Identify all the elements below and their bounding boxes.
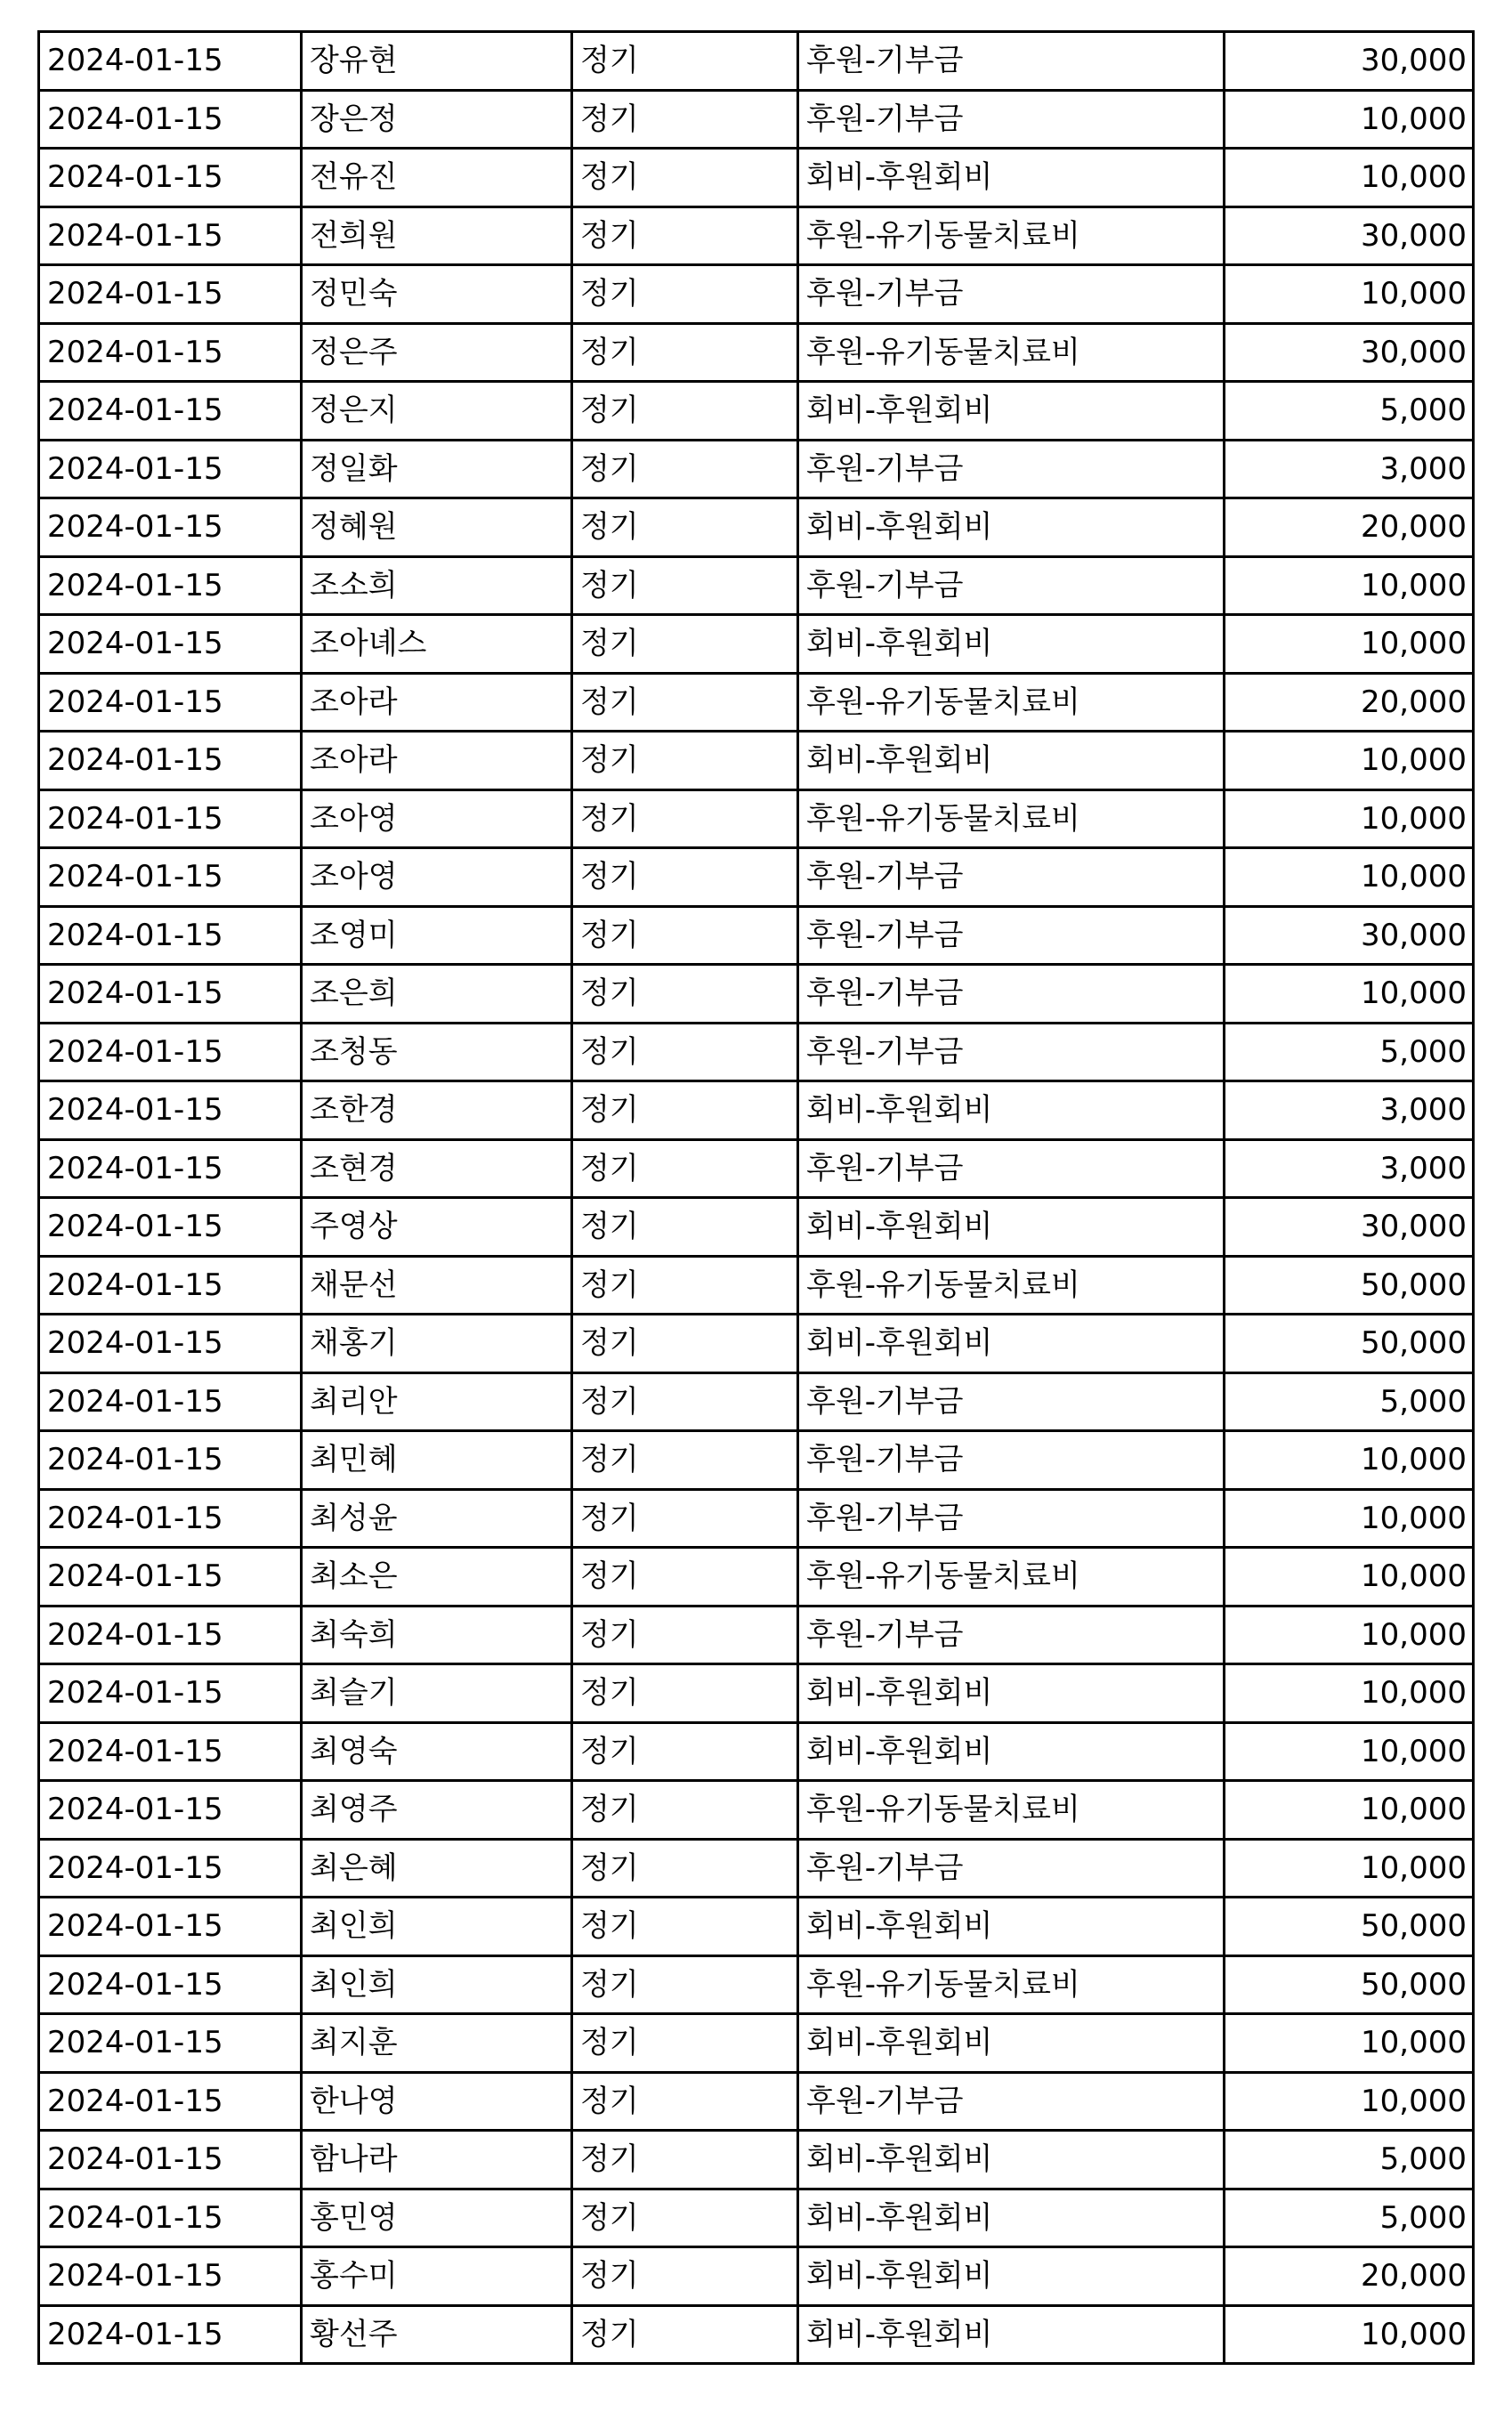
table-row <box>39 673 1474 732</box>
donation-type-cell: 정기 <box>572 732 798 790</box>
amount-cell: 10,000 <box>1225 1781 1474 1840</box>
category-cell: 후원-기부금 <box>798 1023 1225 1081</box>
donation-type-cell: 정기 <box>572 1081 798 1140</box>
date-cell: 2024-01-15 <box>39 1489 302 1548</box>
category-cell: 후원-유기동물치료비 <box>798 673 1225 732</box>
donation-type-cell: 정기 <box>572 1606 798 1664</box>
amount-cell: 5,000 <box>1225 382 1474 441</box>
category-cell: 후원-기부금 <box>798 1431 1225 1490</box>
amount-cell: 20,000 <box>1225 2247 1474 2306</box>
category-cell: 후원-유기동물치료비 <box>798 1955 1225 2014</box>
donor-name-cell: 최민혜 <box>302 1431 572 1490</box>
donor-name-cell: 최인희 <box>302 1898 572 1956</box>
date-cell: 2024-01-15 <box>39 1023 302 1081</box>
donor-name-cell: 조은희 <box>302 965 572 1024</box>
category-cell: 후원-기부금 <box>798 848 1225 907</box>
donation-type-cell: 정기 <box>572 1256 798 1315</box>
amount-cell: 10,000 <box>1225 615 1474 674</box>
donor-name-cell: 최영숙 <box>302 1722 572 1781</box>
amount-cell: 10,000 <box>1225 149 1474 207</box>
category-cell: 회비-후원회비 <box>798 2247 1225 2306</box>
donation-type-cell: 정기 <box>572 265 798 324</box>
date-cell: 2024-01-15 <box>39 965 302 1024</box>
date-cell: 2024-01-15 <box>39 848 302 907</box>
amount-cell: 10,000 <box>1225 732 1474 790</box>
category-cell: 후원-유기동물치료비 <box>798 323 1225 382</box>
donor-name-cell: 조청동 <box>302 1023 572 1081</box>
category-cell: 회비-후원회비 <box>798 1898 1225 1956</box>
category-cell: 후원-유기동물치료비 <box>798 789 1225 848</box>
amount-cell: 10,000 <box>1225 1664 1474 1723</box>
donor-name-cell: 전희원 <box>302 206 572 265</box>
date-cell: 2024-01-15 <box>39 556 302 615</box>
donation-type-cell: 정기 <box>572 2189 798 2247</box>
category-cell: 후원-유기동물치료비 <box>798 1256 1225 1315</box>
date-cell: 2024-01-15 <box>39 440 302 498</box>
donation-type-cell: 정기 <box>572 965 798 1024</box>
amount-cell: 50,000 <box>1225 1256 1474 1315</box>
table-row <box>39 32 1474 91</box>
date-cell: 2024-01-15 <box>39 1139 302 1198</box>
amount-cell: 50,000 <box>1225 1315 1474 1373</box>
donor-name-cell: 최은혜 <box>302 1839 572 1898</box>
amount-cell: 10,000 <box>1225 848 1474 907</box>
amount-cell: 20,000 <box>1225 673 1474 732</box>
category-cell: 후원-기부금 <box>798 1489 1225 1548</box>
table-row <box>39 1198 1474 1257</box>
date-cell: 2024-01-15 <box>39 789 302 848</box>
category-cell: 후원-기부금 <box>798 2072 1225 2131</box>
date-cell: 2024-01-15 <box>39 1198 302 1257</box>
donor-name-cell: 정일화 <box>302 440 572 498</box>
category-cell: 후원-기부금 <box>798 32 1225 91</box>
donation-type-cell: 정기 <box>572 1023 798 1081</box>
amount-cell: 50,000 <box>1225 1898 1474 1956</box>
category-cell: 회비-후원회비 <box>798 498 1225 557</box>
category-cell: 후원-기부금 <box>798 556 1225 615</box>
date-cell: 2024-01-15 <box>39 1955 302 2014</box>
table-row <box>39 1955 1474 2014</box>
donation-type-cell: 정기 <box>572 149 798 207</box>
category-cell: 후원-기부금 <box>798 265 1225 324</box>
donor-name-cell: 최소은 <box>302 1548 572 1607</box>
donation-type-cell: 정기 <box>572 848 798 907</box>
table-row <box>39 2072 1474 2131</box>
date-cell: 2024-01-15 <box>39 2247 302 2306</box>
donation-type-cell: 정기 <box>572 440 798 498</box>
table-row <box>39 848 1474 907</box>
donation-type-cell: 정기 <box>572 673 798 732</box>
amount-cell: 30,000 <box>1225 323 1474 382</box>
donor-name-cell: 채문선 <box>302 1256 572 1315</box>
category-cell: 회비-후원회비 <box>798 2189 1225 2247</box>
category-cell: 회비-후원회비 <box>798 1198 1225 1257</box>
amount-cell: 10,000 <box>1225 556 1474 615</box>
donation-type-cell: 정기 <box>572 32 798 91</box>
donation-type-cell: 정기 <box>572 1839 798 1898</box>
table-row <box>39 323 1474 382</box>
donation-type-cell: 정기 <box>572 2014 798 2073</box>
donor-name-cell: 최지훈 <box>302 2014 572 2073</box>
donor-name-cell: 최인희 <box>302 1955 572 2014</box>
table-row <box>39 789 1474 848</box>
donation-type-cell: 정기 <box>572 2072 798 2131</box>
table-row <box>39 2247 1474 2306</box>
amount-cell: 5,000 <box>1225 2131 1474 2189</box>
category-cell: 후원-기부금 <box>798 1606 1225 1664</box>
amount-cell: 10,000 <box>1225 90 1474 149</box>
table-row <box>39 1081 1474 1140</box>
table-row <box>39 382 1474 441</box>
date-cell: 2024-01-15 <box>39 1548 302 1607</box>
table-row <box>39 2014 1474 2073</box>
donation-type-cell: 정기 <box>572 906 798 965</box>
donor-name-cell: 채홍기 <box>302 1315 572 1373</box>
category-cell: 후원-기부금 <box>798 90 1225 149</box>
table-row <box>39 1548 1474 1607</box>
donation-type-cell: 정기 <box>572 1489 798 1548</box>
donor-name-cell: 함나라 <box>302 2131 572 2189</box>
date-cell: 2024-01-15 <box>39 206 302 265</box>
donor-name-cell: 정민숙 <box>302 265 572 324</box>
table-row <box>39 732 1474 790</box>
donation-type-cell: 정기 <box>572 556 798 615</box>
category-cell: 회비-후원회비 <box>798 1081 1225 1140</box>
category-cell: 회비-후원회비 <box>798 615 1225 674</box>
amount-cell: 30,000 <box>1225 206 1474 265</box>
category-cell: 회비-후원회비 <box>798 149 1225 207</box>
date-cell: 2024-01-15 <box>39 90 302 149</box>
amount-cell: 20,000 <box>1225 498 1474 557</box>
amount-cell: 10,000 <box>1225 2014 1474 2073</box>
date-cell: 2024-01-15 <box>39 2072 302 2131</box>
amount-cell: 3,000 <box>1225 1139 1474 1198</box>
donor-name-cell: 조현경 <box>302 1139 572 1198</box>
date-cell: 2024-01-15 <box>39 1898 302 1956</box>
donation-type-cell: 정기 <box>572 323 798 382</box>
donation-type-cell: 정기 <box>572 1139 798 1198</box>
amount-cell: 30,000 <box>1225 1198 1474 1257</box>
donor-name-cell: 최영주 <box>302 1781 572 1840</box>
donation-type-cell: 정기 <box>572 206 798 265</box>
category-cell: 후원-기부금 <box>798 440 1225 498</box>
donation-type-cell: 정기 <box>572 789 798 848</box>
category-cell: 회비-후원회비 <box>798 1722 1225 1781</box>
donation-type-cell: 정기 <box>572 1781 798 1840</box>
table-row <box>39 615 1474 674</box>
donation-type-cell: 정기 <box>572 382 798 441</box>
table-row <box>39 206 1474 265</box>
category-cell: 후원-기부금 <box>798 1372 1225 1431</box>
category-cell: 후원-기부금 <box>798 1839 1225 1898</box>
donation-type-cell: 정기 <box>572 1372 798 1431</box>
date-cell: 2024-01-15 <box>39 2131 302 2189</box>
table-row <box>39 1489 1474 1548</box>
date-cell: 2024-01-15 <box>39 2014 302 2073</box>
date-cell: 2024-01-15 <box>39 2305 302 2364</box>
category-cell: 후원-기부금 <box>798 906 1225 965</box>
table-row <box>39 906 1474 965</box>
donor-name-cell: 조아라 <box>302 673 572 732</box>
amount-cell: 30,000 <box>1225 906 1474 965</box>
amount-cell: 30,000 <box>1225 32 1474 91</box>
donor-name-cell: 조한경 <box>302 1081 572 1140</box>
category-cell: 회비-후원회비 <box>798 2014 1225 2073</box>
category-cell: 회비-후원회비 <box>798 1664 1225 1723</box>
amount-cell: 10,000 <box>1225 265 1474 324</box>
amount-cell: 50,000 <box>1225 1955 1474 2014</box>
donor-name-cell: 최슬기 <box>302 1664 572 1723</box>
donation-type-cell: 정기 <box>572 2247 798 2306</box>
donation-type-cell: 정기 <box>572 2131 798 2189</box>
date-cell: 2024-01-15 <box>39 1722 302 1781</box>
date-cell: 2024-01-15 <box>39 1081 302 1140</box>
donation-type-cell: 정기 <box>572 1548 798 1607</box>
date-cell: 2024-01-15 <box>39 906 302 965</box>
table-row <box>39 1372 1474 1431</box>
table-row <box>39 2189 1474 2247</box>
category-cell: 회비-후원회비 <box>798 2305 1225 2364</box>
date-cell: 2024-01-15 <box>39 1839 302 1898</box>
table-row <box>39 2131 1474 2189</box>
category-cell: 회비-후원회비 <box>798 1315 1225 1373</box>
donor-name-cell: 조아라 <box>302 732 572 790</box>
amount-cell: 5,000 <box>1225 2189 1474 2247</box>
date-cell: 2024-01-15 <box>39 1372 302 1431</box>
table-row <box>39 1781 1474 1840</box>
donor-name-cell: 전유진 <box>302 149 572 207</box>
amount-cell: 3,000 <box>1225 440 1474 498</box>
amount-cell: 10,000 <box>1225 1722 1474 1781</box>
date-cell: 2024-01-15 <box>39 149 302 207</box>
donation-type-cell: 정기 <box>572 2305 798 2364</box>
table-row <box>39 1664 1474 1723</box>
category-cell: 회비-후원회비 <box>798 382 1225 441</box>
donor-name-cell: 조아녜스 <box>302 615 572 674</box>
donor-name-cell: 주영상 <box>302 1198 572 1257</box>
amount-cell: 10,000 <box>1225 2305 1474 2364</box>
donor-name-cell: 최성윤 <box>302 1489 572 1548</box>
donation-type-cell: 정기 <box>572 1198 798 1257</box>
amount-cell: 3,000 <box>1225 1081 1474 1140</box>
date-cell: 2024-01-15 <box>39 673 302 732</box>
category-cell: 회비-후원회비 <box>798 2131 1225 2189</box>
amount-cell: 10,000 <box>1225 1431 1474 1490</box>
donor-name-cell: 조영미 <box>302 906 572 965</box>
category-cell: 회비-후원회비 <box>798 732 1225 790</box>
date-cell: 2024-01-15 <box>39 1315 302 1373</box>
donor-name-cell: 장유현 <box>302 32 572 91</box>
table-row <box>39 1722 1474 1781</box>
donor-name-cell: 조소희 <box>302 556 572 615</box>
table-row <box>39 556 1474 615</box>
amount-cell: 5,000 <box>1225 1372 1474 1431</box>
date-cell: 2024-01-15 <box>39 265 302 324</box>
donor-name-cell: 황선주 <box>302 2305 572 2364</box>
table-row <box>39 1023 1474 1081</box>
table-row <box>39 440 1474 498</box>
date-cell: 2024-01-15 <box>39 1664 302 1723</box>
amount-cell: 5,000 <box>1225 1023 1474 1081</box>
category-cell: 후원-기부금 <box>798 965 1225 1024</box>
amount-cell: 10,000 <box>1225 1489 1474 1548</box>
amount-cell: 10,000 <box>1225 1606 1474 1664</box>
table-row <box>39 1606 1474 1664</box>
ledger-body <box>39 32 1474 2364</box>
table-row <box>39 1139 1474 1198</box>
category-cell: 후원-기부금 <box>798 1139 1225 1198</box>
donor-name-cell: 정은지 <box>302 382 572 441</box>
donation-type-cell: 정기 <box>572 1315 798 1373</box>
donor-name-cell: 한나영 <box>302 2072 572 2131</box>
table-row <box>39 498 1474 557</box>
donation-type-cell: 정기 <box>572 615 798 674</box>
table-row <box>39 965 1474 1024</box>
date-cell: 2024-01-15 <box>39 498 302 557</box>
amount-cell: 10,000 <box>1225 2072 1474 2131</box>
date-cell: 2024-01-15 <box>39 32 302 91</box>
donation-type-cell: 정기 <box>572 1722 798 1781</box>
donation-type-cell: 정기 <box>572 498 798 557</box>
donor-name-cell: 조아영 <box>302 789 572 848</box>
donor-name-cell: 정혜원 <box>302 498 572 557</box>
date-cell: 2024-01-15 <box>39 2189 302 2247</box>
category-cell: 후원-유기동물치료비 <box>798 1781 1225 1840</box>
donor-name-cell: 조아영 <box>302 848 572 907</box>
table-row <box>39 1315 1474 1373</box>
donation-type-cell: 정기 <box>572 1955 798 2014</box>
table-row <box>39 149 1474 207</box>
date-cell: 2024-01-15 <box>39 323 302 382</box>
amount-cell: 10,000 <box>1225 789 1474 848</box>
donor-name-cell: 정은주 <box>302 323 572 382</box>
donor-name-cell: 장은정 <box>302 90 572 149</box>
table-row <box>39 1256 1474 1315</box>
table-row <box>39 1839 1474 1898</box>
date-cell: 2024-01-15 <box>39 1256 302 1315</box>
amount-cell: 10,000 <box>1225 965 1474 1024</box>
date-cell: 2024-01-15 <box>39 1781 302 1840</box>
date-cell: 2024-01-15 <box>39 1431 302 1490</box>
donation-type-cell: 정기 <box>572 90 798 149</box>
date-cell: 2024-01-15 <box>39 1606 302 1664</box>
donation-ledger-table <box>37 30 1475 2365</box>
donor-name-cell: 최리안 <box>302 1372 572 1431</box>
amount-cell: 10,000 <box>1225 1839 1474 1898</box>
table-row <box>39 265 1474 324</box>
donation-type-cell: 정기 <box>572 1664 798 1723</box>
donation-type-cell: 정기 <box>572 1898 798 1956</box>
date-cell: 2024-01-15 <box>39 732 302 790</box>
table-row <box>39 1898 1474 1956</box>
donor-name-cell: 최숙희 <box>302 1606 572 1664</box>
table-row <box>39 90 1474 149</box>
donation-type-cell: 정기 <box>572 1431 798 1490</box>
date-cell: 2024-01-15 <box>39 382 302 441</box>
category-cell: 후원-유기동물치료비 <box>798 1548 1225 1607</box>
table-row <box>39 2305 1474 2364</box>
category-cell: 후원-유기동물치료비 <box>798 206 1225 265</box>
date-cell: 2024-01-15 <box>39 615 302 674</box>
donor-name-cell: 홍민영 <box>302 2189 572 2247</box>
donor-name-cell: 홍수미 <box>302 2247 572 2306</box>
amount-cell: 10,000 <box>1225 1548 1474 1607</box>
table-row <box>39 1431 1474 1490</box>
